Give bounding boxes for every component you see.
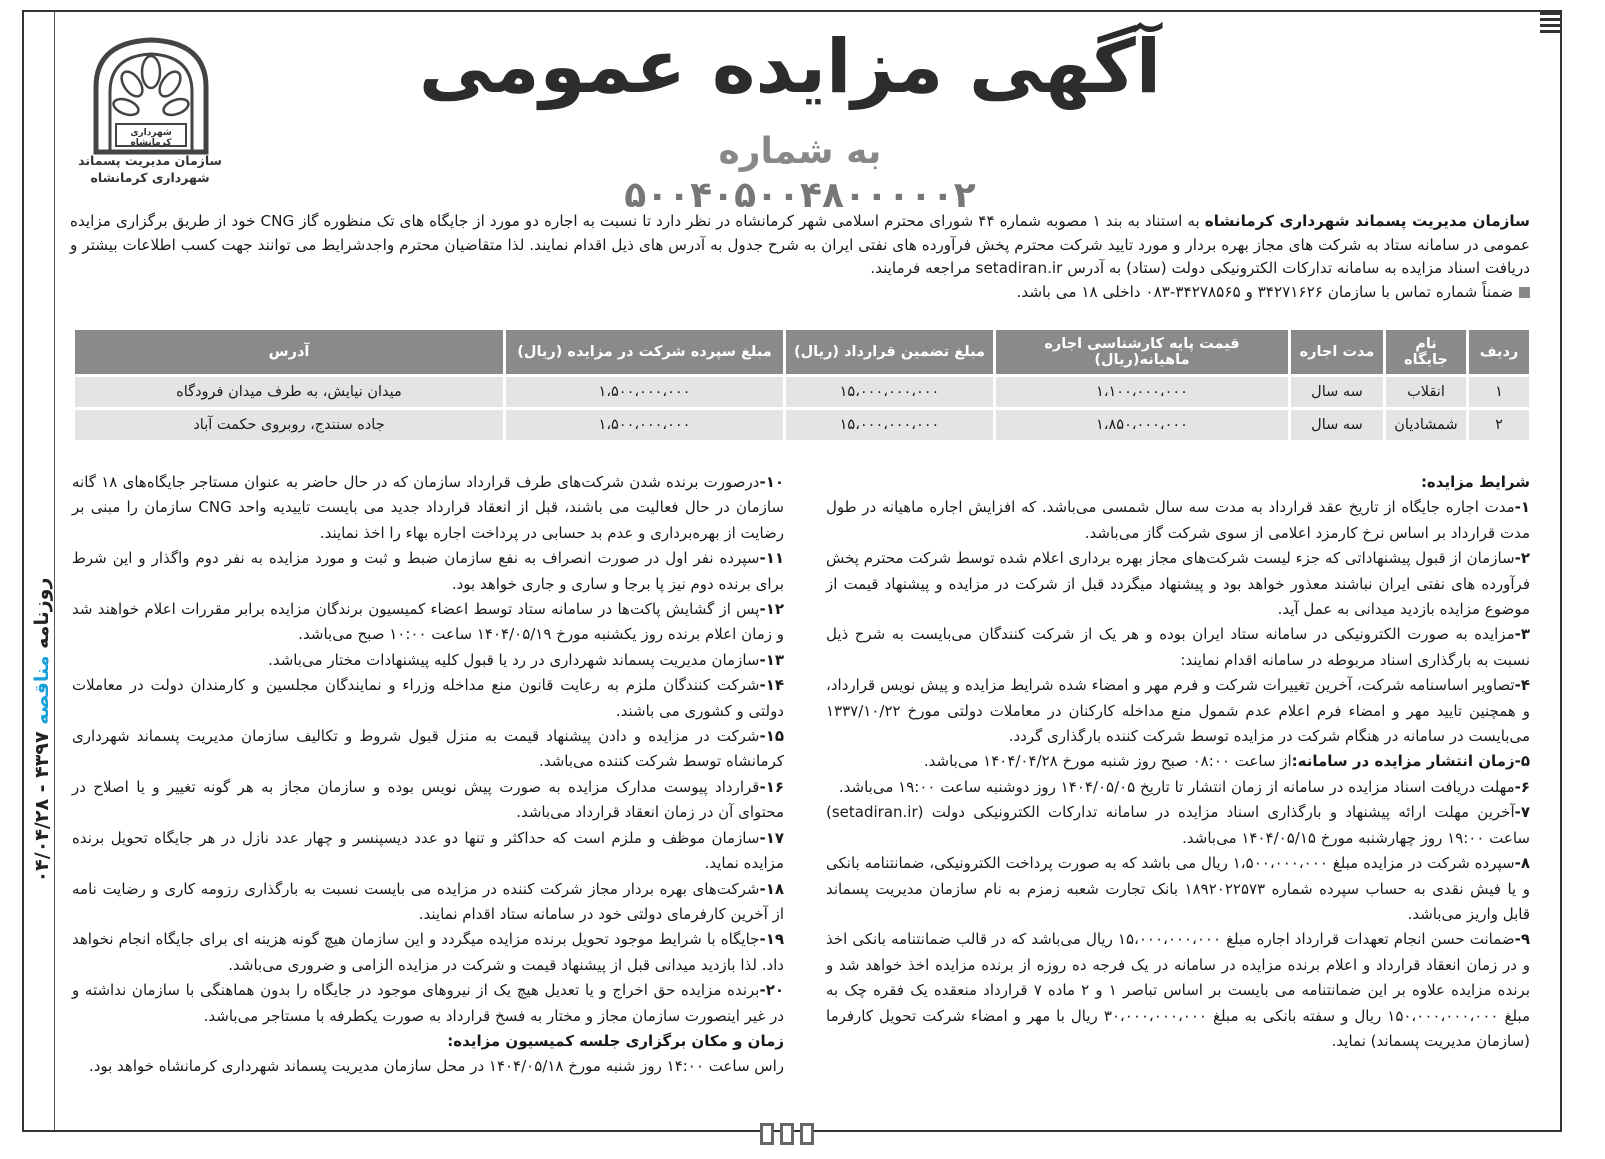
table-cell: جاده سنندج، روبروی حکمت آباد [75,410,503,440]
auction-number: ۵۰۰۴۰۵۰۰۴۸۰۰۰۰۰۲ [624,175,976,216]
condition-item: ۱۶-قرارداد پیوست مدارک مزایده به صورت پیش نویس بوده و سازمان مجاز به هر گونه تغییر و یا اصلاح در محتوای آن در زمان انعقاد قرارداد می‌باشد. [72,777,784,822]
table-header: ردیف [1469,330,1529,374]
table-row [75,410,1529,440]
table-cell: ۱،۸۵۰،۰۰۰،۰۰۰ [996,410,1288,440]
table-cell: انقلاب [1386,377,1466,407]
condition-item: ۱۹-جایگاه با شرایط موجود تحویل برنده مزایده میگردد و این سازمان هیچ گونه هزینه ای برای جایگاه انجام نخواهد داد. لذا بازدید میدانی قبل از پیشنهاد قیمت و شرکت در مزایده الزامی و ضروری می‌باشد. [72,930,784,974]
intro-paragraph [70,210,1530,304]
table-cell: سه سال [1291,377,1383,407]
conditions-left-column [72,470,784,1080]
condition-item: ۸-سپرده شرکت در مزایده مبلغ ۱،۵۰۰،۰۰۰،۰۰۰ ریال می باشد که به صورت پرداخت الکترونیکی، ضمانتنامه بانکی و یا فیش نقدی به حساب سپرده شماره ۱۸۹۲۰۲۲۵۷۳ بانک تجارت شعبه زمزم به نام سازمان مدیریت پسماند قابل واریز می‌باشد. [826,854,1530,923]
bullet-square-icon [1519,287,1530,298]
contact-text: ضمناً شماره تماس با سازمان ۳۴۲۷۱۶۲۶ و ۳۴۲۷۸۵۶۵-۰۸۳ داخلی ۱۸ می باشد. [1016,282,1513,301]
table-cell: ۱،۱۰۰،۰۰۰،۰۰۰ [996,377,1288,407]
session-heading: زمان و مکان برگزاری جلسه کمیسیون مزایده: [447,1031,784,1050]
condition-item: ۱۱-سپرده نفر اول در صورت انصراف به نفع سازمان ضبط و ثبت و مورد مزایده به نفر دوم واگذار و این شرط برای برنده دوم نیز پا برجا و ساری و جاری خواهد بود. [72,549,784,593]
organization-name: سازمان مدیریت پسماند شهرداری کرمانشاه [1204,212,1530,230]
conditions-right-column [826,470,1530,1054]
table-header: نام جایگاه [1386,330,1466,374]
table-cell: ۲ [1469,410,1529,440]
table-cell: ۱،۵۰۰،۰۰۰،۰۰۰ [506,410,783,440]
page-title: آگهی مزایده عمومی [418,24,1162,110]
intro-body: به استناد به بند ۱ مصوبه شماره ۴۴ شورای محترم اسلامی شهر کرمانشاه در نظر دارد تا نسبت به اجاره دو مورد از جایگاه های تک منظوره گاز CNG خود از طریق برگزاری مزایده عمومی در سامانه ستاد به شرکت های مجاز بهره بردار و مورد تایید شرکت محترم پخش فرآورده های نفتی ایران به شرح جدول به آدرس های ذیل اقدام نمایند. لذا متقاضیان محترم واجدشرایط می توانند جهت کسب اطلاعات بیشتر و دریافت اسناد مزایده به سامانه تدارکات الکترونیکی دولت (ستاد) به آدرس setadiran.ir مراجعه فرمایند. [70,212,1530,277]
session-text: راس ساعت ۱۴:۰۰ روز شنبه مورخ ۱۴۰۴/۰۵/۱۸ در محل سازمان مدیریت پسماند شهرداری کرمانشاه خواهد بود. [88,1057,784,1076]
corner-ornament [1540,12,1560,52]
table-cell: ۱،۵۰۰،۰۰۰،۰۰۰ [506,377,783,407]
condition-item: ۲-سازمان از قبول پیشنهاداتی که جزء لیست شرکت‌های مجاز بهره برداری اعلام شده توسط شرکت محترم پخش فرآورده های نفتی ایران نباشند معذور خواهد بود و پیشنهاد میگردد قبل از شرکت در مزایده و پیشنهاد قیمت از موضوع مزایده بازدید میدانی به عمل آید. [826,549,1530,619]
logo-caption [70,152,230,186]
condition-item: ۵-زمان انتشار مزایده در سامانه:از ساعت ۰۸:۰۰ صبح روز شنبه مورخ ۱۴۰۴/۰۴/۲۸ می‌باشد. [923,752,1530,771]
organization-logo [86,32,216,157]
condition-item: ۱۷-سازمان موظف و ملزم است که حداکثر و تنها دو عدد دیسپنسر و چهار عدد نازل در هر جایگاه تحویل برنده مزایده نماید. [72,828,784,873]
condition-item: ۲۰-برنده مزایده حق اخراج و یا تعدیل هیچ یک از نیروهای موجود در جایگاه را بدون هماهنگی با سازمان نداشته و در غیر اینصورت سازمان مجاز و مختار به فسخ قرارداد به صورت یکطرفه با مستاجر می‌باشد. [72,981,784,1025]
condition-item: ۳-مزایده به صورت الکترونیکی در سامانه ستاد ایران بوده و هر یک از شرکت کنندگان می‌بایست به شرح ذیل نسبت به بارگذاری اسناد مربوطه در سامانه اقدام نمایند: [826,625,1530,669]
table-header-row [75,330,1529,374]
condition-item: ۷-آخرین مهلت ارائه پیشنهاد و بارگذاری اسناد مزایده در سامانه تدارکات الکترونیکی دولت (setadiran.ir) ساعت ۱۹:۰۰ روز چهارشنبه مورخ ۱۴۰۴/۰۵/۱۵ می‌باشد. [826,803,1530,847]
table-cell: ۱ [1469,377,1529,407]
logo-emblem-text: شهرداری کرمانشاه [130,128,172,148]
contact-line [70,281,1530,305]
table-row [75,377,1529,407]
newspaper-name: روزنامه [31,577,53,649]
table-header: مبلغ سپرده شرکت در مزایده (ریال) [506,330,783,374]
table-header: آدرس [75,330,503,374]
condition-item: ۶-مهلت دریافت اسناد مزایده در سامانه از زمان انتشار تا تاریخ ۱۴۰۴/۰۵/۰۵ روز دوشنبه ساعت ۱۹:۰۰ می‌باشد. [838,777,1530,796]
table-cell: میدان نیایش، به طرف میدان فرودگاه [75,377,503,407]
auction-items-table [72,327,1532,443]
condition-item: ۴-تصاویر اساسنامه شرکت، آخرین تغییرات شرکت و فرم مهر و امضاء شده شرایط مزایده و پیش نویس قرارداد، و همچنین تایید مهر و امضاء فرم اعلام عدم شمول منع مداخله کارکنان در معاملات دولتی مورخ ۱۳۳۷/۱۰/۲۲ می‌بایست در سامانه در هنگام شرکت در مزایده توسط شرکت کننده بارگذاری گردد. [826,676,1530,746]
newspaper-side-label [26,520,58,940]
bottom-ornament [760,1123,820,1151]
condition-item: ۹-ضمانت حسن انجام تعهدات قرارداد اجاره مبلغ ۱۵،۰۰۰،۰۰۰،۰۰۰ ریال می‌باشد که در قالب ضمانتنامه بانکی اخذ و در زمان انعقاد قرارداد و اعلام برنده مزایده در سامانه در یک فرجه ده روزه از برنده مزایده اخذ خواهد شد و برنده مزایده علاوه بر این ضمانتنامه می بایست بر اساس تباصر ۱ و ۲ ماده ۷ قرارداد منعقده یک فقره چک به مبلغ ۱۵۰،۰۰۰،۰۰۰،۰۰۰ ریال و سفته بانکی به مبلغ ۳۰،۰۰۰،۰۰۰،۰۰۰ ریال با مهر و امضاء شرکت تحویل کارفرما (سازمان مدیریت پسماند) نماید. [826,930,1530,1050]
table-cell: ۱۵،۰۰۰،۰۰۰،۰۰۰ [786,377,993,407]
logo-caption-line1: سازمان مدیریت پسماند [78,153,222,168]
condition-item: ۱-مدت اجاره جایگاه از تاریخ عقد قرارداد به مدت سه سال شمسی می‌باشد. که افزایش اجاره ماهیانه در طول مدت قرارداد بر اساس نرخ کارمزد اعلامی از سوی شرکت گاز می‌باشد. [826,498,1530,542]
logo-caption-line2: شهرداری کرمانشاه [90,170,210,185]
page-subtitle [580,130,1020,218]
table-header: قیمت پایه کارشناسی اجاره ماهیانه(ریال) [996,330,1288,374]
table-cell: شمشادیان [1386,410,1466,440]
subtitle-prefix: به شماره [718,131,882,172]
condition-item: ۱۰-درصورت برنده شدن شرکت‌های طرف قرارداد سازمان که در حال حاضر به عنوان مستاجر جایگاه‌های ۱۸ گانه سازمان در حال فعالیت می باشند، قبل از انعقاد قرارداد جدید می بایست تاییدیه واحد CNG سازمان را مبنی بر رضایت از بهره‌برداری و عدم بد حسابی در پرداخت اجاره بهاء را اخذ نمایند. [72,473,784,542]
condition-item: ۱۸-شرکت‌های بهره بردار مجاز شرکت کننده در مزایده می بایست نسبت به بارگذاری رزومه کاری و رضایت نامه از آخرین کارفرمای دولتی خود در سامانه ستاد اقدام نمایند. [72,879,784,923]
condition-item: ۱۳-سازمان مدیریت پسماند شهرداری در رد یا قبول کلیه پیشنهادات مختار می‌باشد. [268,650,784,669]
table-cell: سه سال [1291,410,1383,440]
condition-item: ۱۵-شرکت در مزایده و دادن پیشنهاد قیمت به منزل قبول شروط و تکالیف سازمان مدیریت پسماند شهرداری کرمانشاه توسط شرکت کننده می‌باشد. [72,727,784,771]
table-header: مبلغ تضمین قرارداد (ریال) [786,330,993,374]
table-header: مدت اجاره [1291,330,1383,374]
newspaper-brand: مناقصه [31,655,53,725]
condition-item: ۱۴-شرکت کنندگان ملزم به رعایت قانون منع مداخله وزراء و نمایندگان مجلسین و کارمندان دولت در معاملات دولتی و کشوری می باشند. [72,676,784,720]
condition-item: ۱۲-پس از گشایش پاکت‌ها در سامانه ستاد توسط اعضاء کمیسیون برندگان مزایده برابر مقررات اعلام خواهند شد و زمان اعلام برنده روز یکشنبه مورخ ۱۴۰۴/۰۵/۱۹ ساعت ۱۰:۰۰ صبح می‌باشد. [72,600,784,644]
issue-number: ۴۳۹۷ - ۰۴/۰۴/۲۸ [31,731,53,883]
conditions-heading: شرایط مزایده: [1420,473,1530,491]
table-cell: ۱۵،۰۰۰،۰۰۰،۰۰۰ [786,410,993,440]
